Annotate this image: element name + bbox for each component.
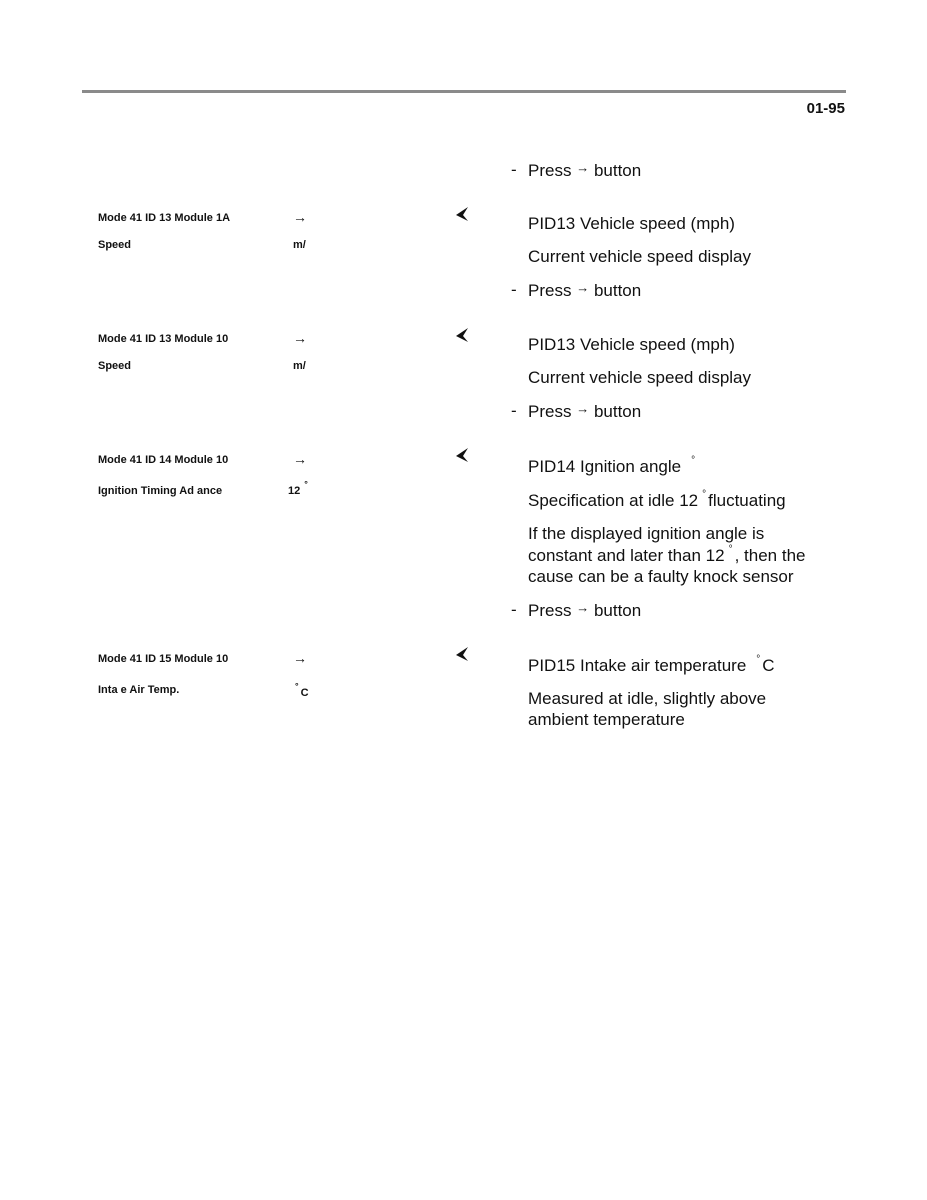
bullet-dash: - (511, 401, 517, 420)
screen-value: °C (295, 681, 309, 699)
pid-title: PID13 Vehicle speed (mph) (528, 335, 735, 354)
press-instruction: Press → button (528, 160, 642, 180)
screen-line-1: Mode 41 ID 14 Module 10 (98, 454, 229, 466)
arrow-right-icon: → (576, 160, 590, 175)
pid-title: PID13 Vehicle speed (mph) (528, 214, 735, 233)
reference-marker-icon (454, 206, 470, 222)
arrow-right-icon: → (293, 650, 307, 666)
bullet-dash: - (511, 160, 517, 179)
press-instruction: Press → button (528, 600, 642, 620)
pid-title: PID14 Ignition angle ° (528, 455, 696, 476)
arrow-right-icon: → (576, 600, 590, 615)
arrow-right-icon: → (293, 451, 307, 467)
pid-text-line-1: Measured at idle, slightly above (528, 689, 767, 708)
screen-value: m/ (293, 239, 306, 251)
reference-marker-icon (454, 327, 470, 343)
pid-text: Current vehicle speed display (528, 368, 752, 387)
reference-marker-icon (454, 646, 470, 662)
press-instruction: Press → button (528, 280, 642, 300)
pid-note-line-3: cause can be a faulty knock sensor (528, 567, 794, 586)
screen-label: Ignition Timing Ad ance (98, 485, 223, 497)
screen-label: Speed (98, 239, 132, 251)
pid-title: PID15 Intake air temperature ° C (528, 654, 775, 675)
screen-label: Inta e Air Temp. (98, 684, 180, 696)
press-instruction: Press → button (528, 401, 642, 421)
pid-note-line-2: constant and later than 12 ° , then the (528, 544, 806, 565)
screen-line-1: Mode 41 ID 13 Module 1A (98, 212, 231, 224)
screen-value: m/ (293, 360, 306, 372)
arrow-right-icon: → (293, 209, 307, 225)
bullet-dash: - (511, 280, 517, 299)
pid-text: Current vehicle speed display (528, 247, 752, 266)
arrow-right-icon: → (576, 401, 590, 416)
page-number: 01-95 (806, 100, 845, 117)
arrow-right-icon: → (293, 330, 307, 346)
pid-spec: Specification at idle 12 ° fluctuating (528, 489, 786, 510)
screen-line-1: Mode 41 ID 15 Module 10 (98, 653, 229, 665)
screen-line-1: Mode 41 ID 13 Module 10 (98, 333, 229, 345)
pid-text-line-2: ambient temperature (528, 710, 685, 729)
reference-marker-icon (454, 447, 470, 463)
pid-note-line-1: If the displayed ignition angle is (528, 524, 765, 543)
arrow-right-icon: → (576, 280, 590, 295)
screen-label: Speed (98, 360, 132, 372)
header-rule (82, 90, 846, 93)
bullet-dash: - (511, 600, 517, 619)
screen-value: 12° (288, 479, 308, 497)
